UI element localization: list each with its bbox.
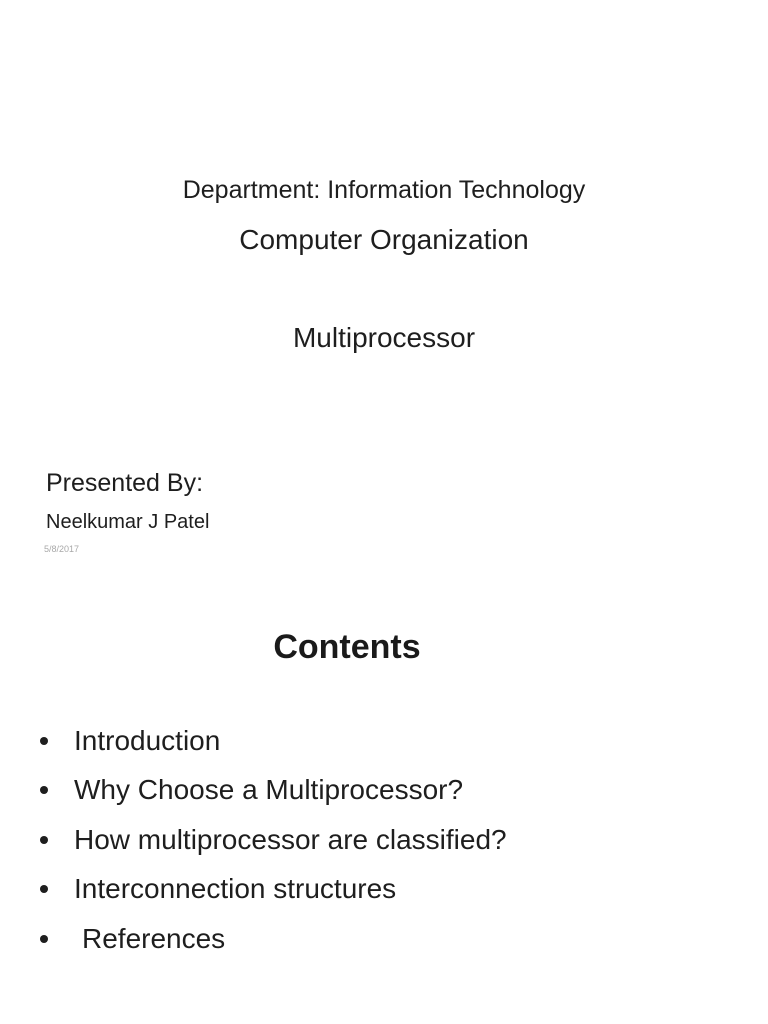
list-item-label: Why Choose a Multiprocessor? — [74, 774, 464, 806]
bullet-icon — [40, 786, 48, 794]
list-item-label: Interconnection structures — [74, 873, 397, 905]
list-item-label: References — [82, 922, 226, 954]
bullet-icon — [40, 935, 48, 943]
bullet-icon — [40, 836, 48, 844]
course-title: Computer Organization — [239, 224, 529, 255]
contents-slide — [0, 584, 768, 1024]
list-item-label: Introduction — [74, 724, 221, 756]
bullet-icon — [40, 737, 48, 745]
presented-by-label: Presented By: — [46, 469, 204, 497]
contents-heading: Contents — [273, 628, 421, 666]
list-item — [40, 914, 507, 964]
contents-list — [40, 716, 507, 964]
department-line: Department: Information Technology — [182, 176, 586, 204]
list-item — [40, 716, 507, 766]
bullet-icon — [40, 885, 48, 893]
topic-title: Multiprocessor — [292, 322, 476, 353]
presenter-name: Neelkumar J Patel — [46, 511, 210, 533]
list-item — [40, 766, 507, 816]
list-item — [40, 865, 507, 915]
slide-date: 5/8/2017 — [44, 544, 80, 554]
list-item-label: How multiprocessor are classified? — [74, 823, 507, 855]
list-item — [40, 815, 507, 865]
